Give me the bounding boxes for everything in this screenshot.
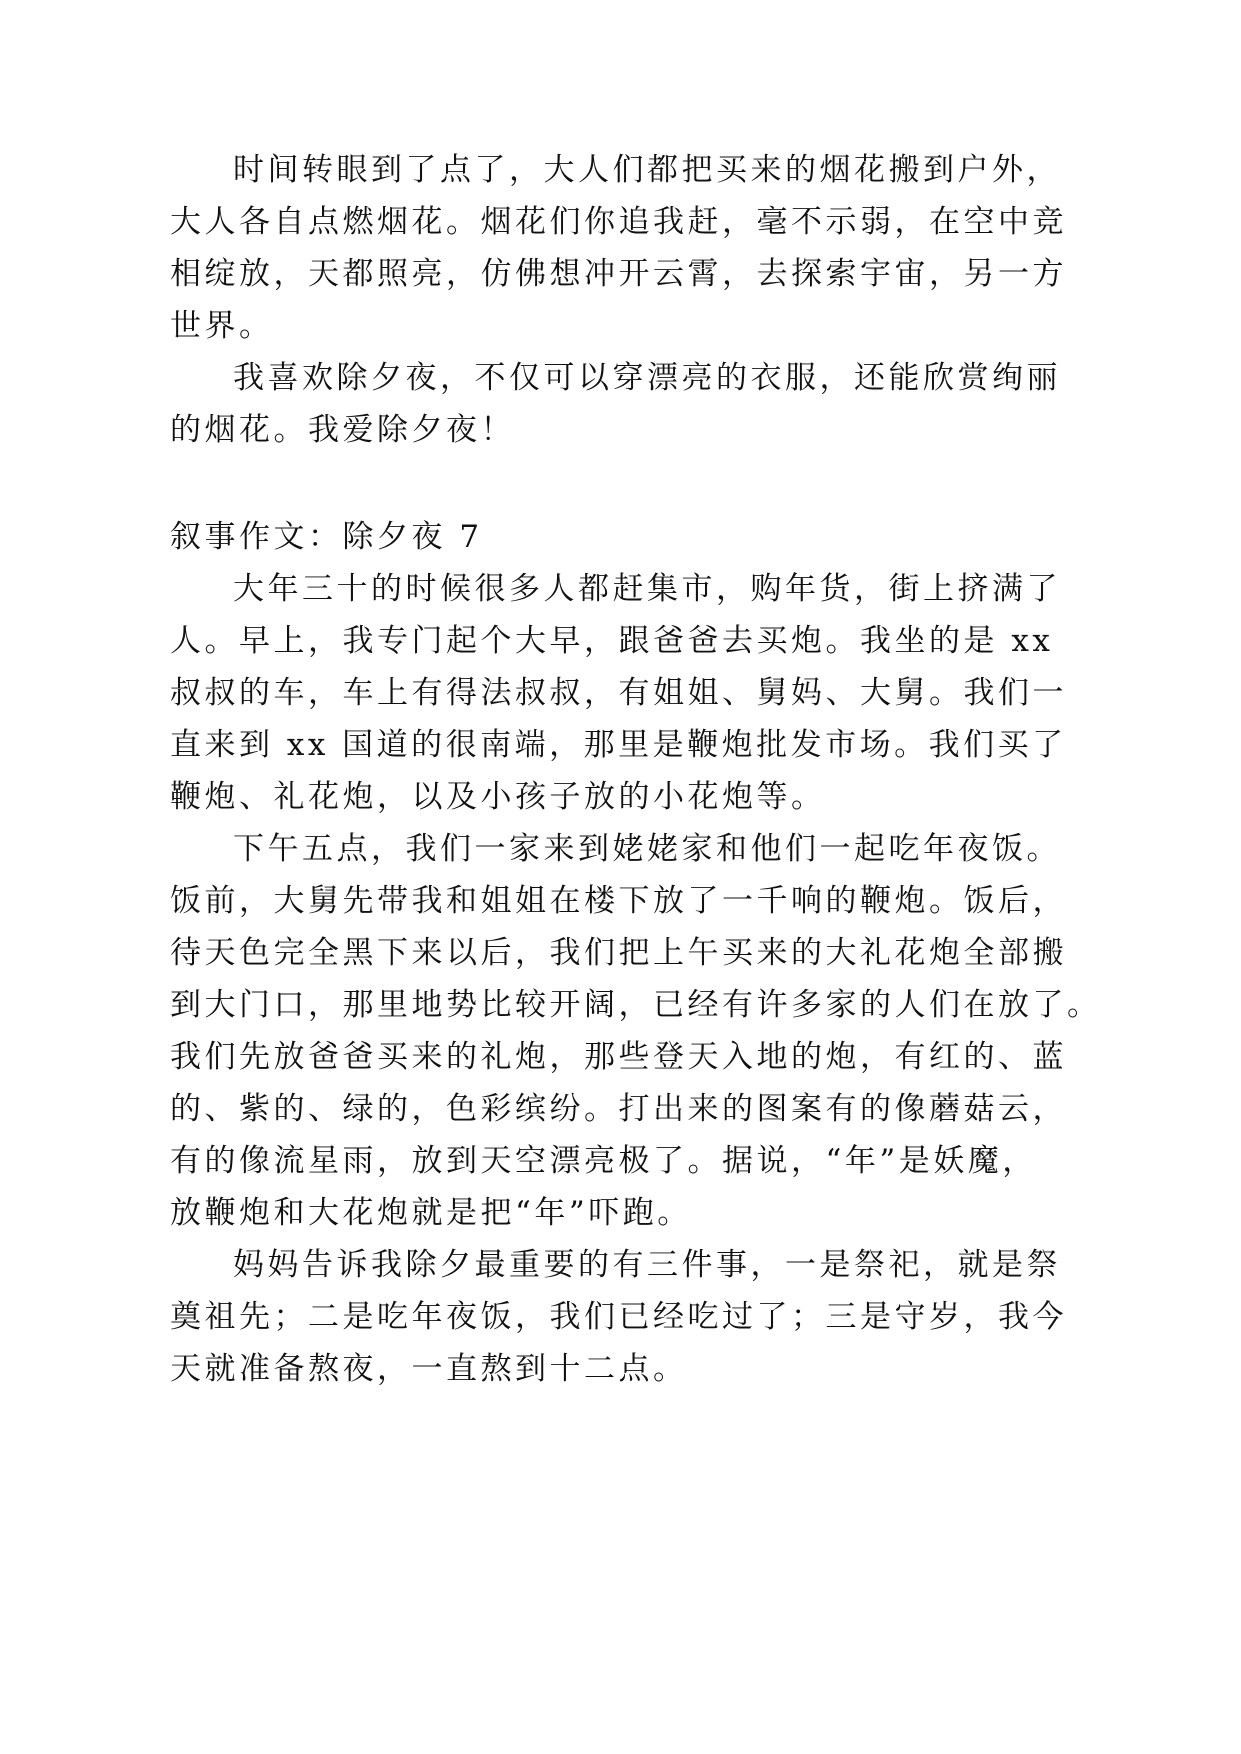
text-line: 待天色完全黑下来以后，我们把上午买来的大礼花炮全部搬: [170, 935, 1067, 971]
section-title: 叙事作文：除夕夜 7: [170, 519, 483, 555]
text-line: 我们先放爸爸买来的礼炮，那些登天入地的炮，有红的、蓝: [170, 1039, 1067, 1075]
text-line: 我喜欢除夕夜，不仅可以穿漂亮的衣服，还能欣赏绚丽: [233, 360, 1061, 396]
text-line: 世界。: [170, 308, 274, 344]
text-line: 大人各自点燃烟花。烟花们你追我赶，毫不示弱，在空中竞: [170, 204, 1067, 240]
text-line: 奠祖先；二是吃年夜饭，我们已经吃过了；三是守岁，我今: [170, 1299, 1067, 1335]
text-line: 天就准备熬夜，一直熬到十二点。: [170, 1351, 688, 1387]
text-line: 人。早上，我专门起个大早，跟爸爸去买炮。我坐的是 xx: [170, 623, 1054, 659]
text-line: 的烟花。我爱除夕夜！: [170, 412, 515, 448]
text-line: 大年三十的时候很多人都赶集市，购年货，街上挤满了: [233, 571, 1061, 607]
text-line: 放鞭炮和大花炮就是把“年”吓跑。: [170, 1195, 692, 1231]
text-line: 相绽放，天都照亮，仿佛想冲开云霄，去探索宇宙，另一方: [170, 256, 1067, 292]
text-line: 饭前，大舅先带我和姐姐在楼下放了一千响的鞭炮。饭后，: [170, 883, 1067, 919]
text-line: 有的像流星雨，放到天空漂亮极了。据说，“年”是妖魔，: [170, 1143, 1037, 1179]
text-line: 直来到 xx 国道的很南端，那里是鞭炮批发市场。我们买了: [170, 727, 1067, 763]
text-line: 下午五点，我们一家来到姥姥家和他们一起吃年夜饭。: [233, 831, 1061, 867]
text-line: 鞭炮、礼花炮，以及小孩子放的小花炮等。: [170, 779, 826, 815]
text-line: 到大门口，那里地势比较开阔，已经有许多家的人们在放了。: [170, 987, 1102, 1023]
text-line: 妈妈告诉我除夕最重要的有三件事，一是祭祀，就是祭: [233, 1247, 1061, 1283]
text-line: 时间转眼到了点了，大人们都把买来的烟花搬到户外，: [233, 152, 1061, 188]
text-line: 叔叔的车，车上有得法叔叔，有姐姐、舅妈、大舅。我们一: [170, 675, 1067, 711]
text-line: 的、紫的、绿的，色彩缤纷。打出来的图案有的像蘑菇云，: [170, 1091, 1067, 1127]
